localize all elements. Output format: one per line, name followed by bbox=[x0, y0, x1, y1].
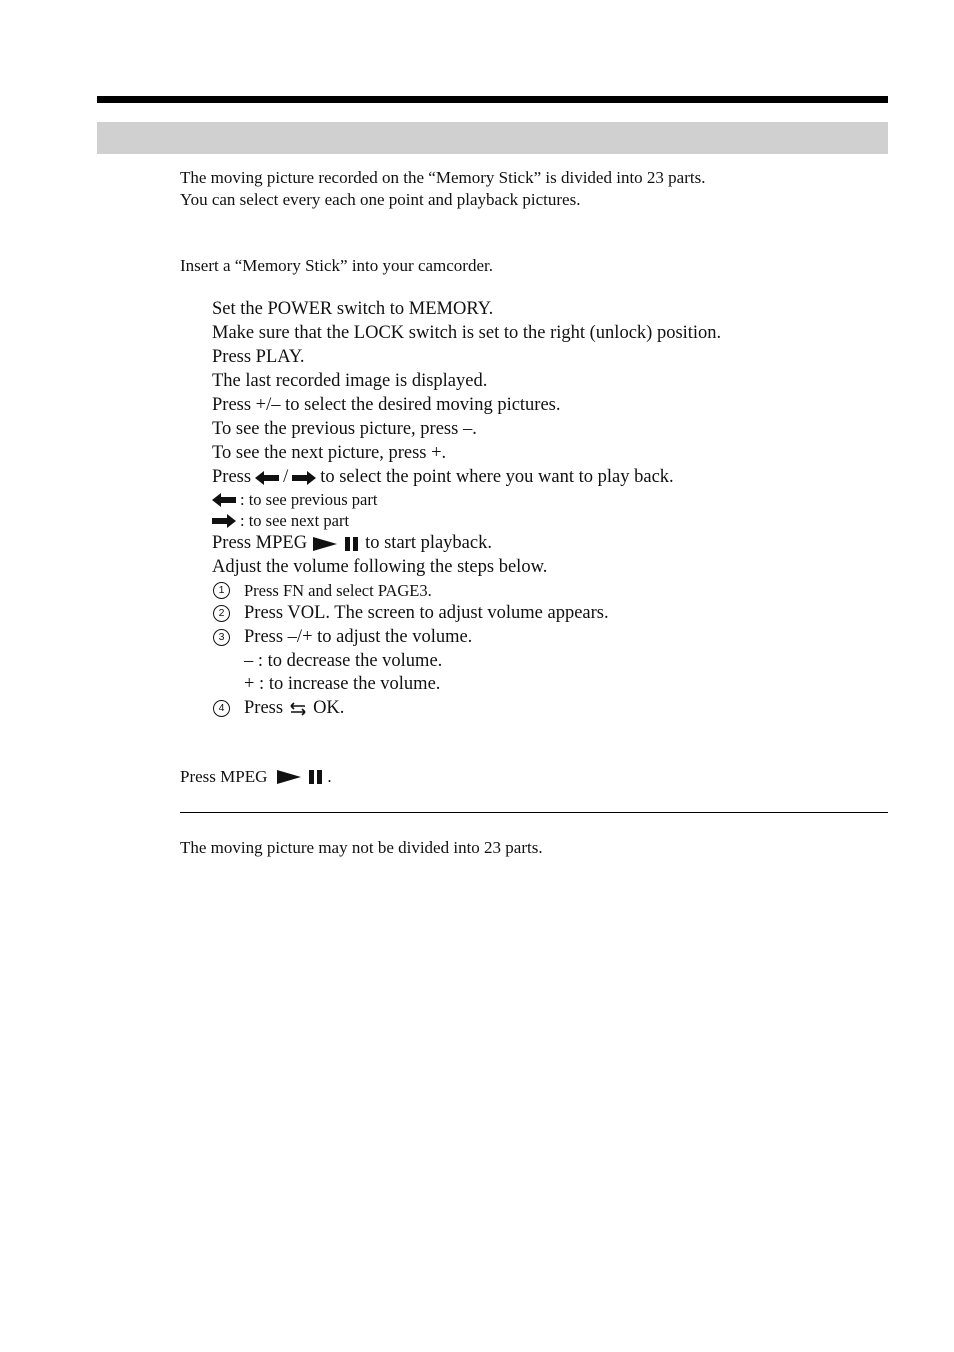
volume-plus-note: + : to increase the volume. bbox=[244, 674, 441, 694]
step-4-next-part-label: : to see next part bbox=[240, 511, 350, 530]
substep-number-1: 1 bbox=[213, 582, 230, 599]
step-1-note: Make sure that the LOCK switch is set to the right (unlock) position. bbox=[212, 323, 722, 343]
note-text: The moving picture may not be divided into 23 parts. bbox=[180, 838, 543, 857]
step-4-suffix: to select the point where you want to play back. bbox=[320, 467, 674, 487]
substep-number-4: 4 bbox=[213, 700, 230, 717]
intro-line-1: The moving picture recorded on the “Memory Stick” is divided into 23 parts. bbox=[180, 168, 706, 187]
left-arrow-icon bbox=[212, 493, 236, 507]
step-3-text: Press +/– to select the desired moving pictures. bbox=[212, 395, 561, 415]
left-arrow-icon bbox=[255, 471, 279, 485]
step-2-note: The last recorded image is displayed. bbox=[212, 371, 488, 391]
intro-line-2: You can select every each one point and playback pictures. bbox=[180, 190, 581, 209]
step-3-note-prev: To see the previous picture, press –. bbox=[212, 419, 477, 439]
before-operation: Insert a “Memory Stick” into your camcorder. bbox=[180, 256, 493, 275]
step-4-prefix: Press bbox=[212, 467, 252, 487]
note-divider bbox=[180, 812, 888, 813]
step-5-text bbox=[212, 533, 492, 554]
step-1-text: Set the POWER switch to MEMORY. bbox=[212, 299, 494, 319]
substep-number-2: 2 bbox=[213, 605, 230, 622]
substep-4-suffix: OK. bbox=[313, 698, 345, 718]
return-icon bbox=[287, 701, 309, 717]
play-pause-icon bbox=[271, 769, 323, 785]
right-arrow-icon bbox=[292, 471, 316, 485]
stop-suffix: . bbox=[327, 767, 332, 786]
step-5-prefix: Press MPEG bbox=[212, 533, 308, 553]
step-3-note-next: To see the next picture, press +. bbox=[212, 443, 447, 463]
step-4-text bbox=[212, 467, 674, 488]
stop-prefix: Press MPEG bbox=[180, 767, 268, 786]
step-2-text: Press PLAY. bbox=[212, 347, 305, 367]
top-rule bbox=[97, 96, 888, 103]
substep-3-text: Press –/+ to adjust the volume. bbox=[244, 627, 473, 647]
step-4-prev-part bbox=[212, 490, 377, 510]
step-5-suffix: to start playback. bbox=[365, 533, 492, 553]
substep-4-prefix: Press bbox=[244, 698, 284, 718]
step-4-prev-part-label: : to see previous part bbox=[240, 490, 378, 509]
section-header-band bbox=[97, 122, 888, 154]
step-4-next-part bbox=[212, 511, 349, 531]
step-4-separator: / bbox=[283, 467, 289, 487]
substep-number-3: 3 bbox=[213, 629, 230, 646]
stop-playback-text bbox=[180, 767, 332, 787]
substep-2-text: Press VOL. The screen to adjust volume appears. bbox=[244, 603, 609, 623]
substep-4-text bbox=[244, 698, 344, 719]
play-pause-icon bbox=[311, 536, 361, 552]
right-arrow-icon bbox=[212, 514, 236, 528]
volume-minus-note: – : to decrease the volume. bbox=[244, 651, 443, 671]
step-6-text: Adjust the volume following the steps below. bbox=[212, 557, 548, 577]
substep-1-text: Press FN and select PAGE3. bbox=[244, 581, 432, 600]
